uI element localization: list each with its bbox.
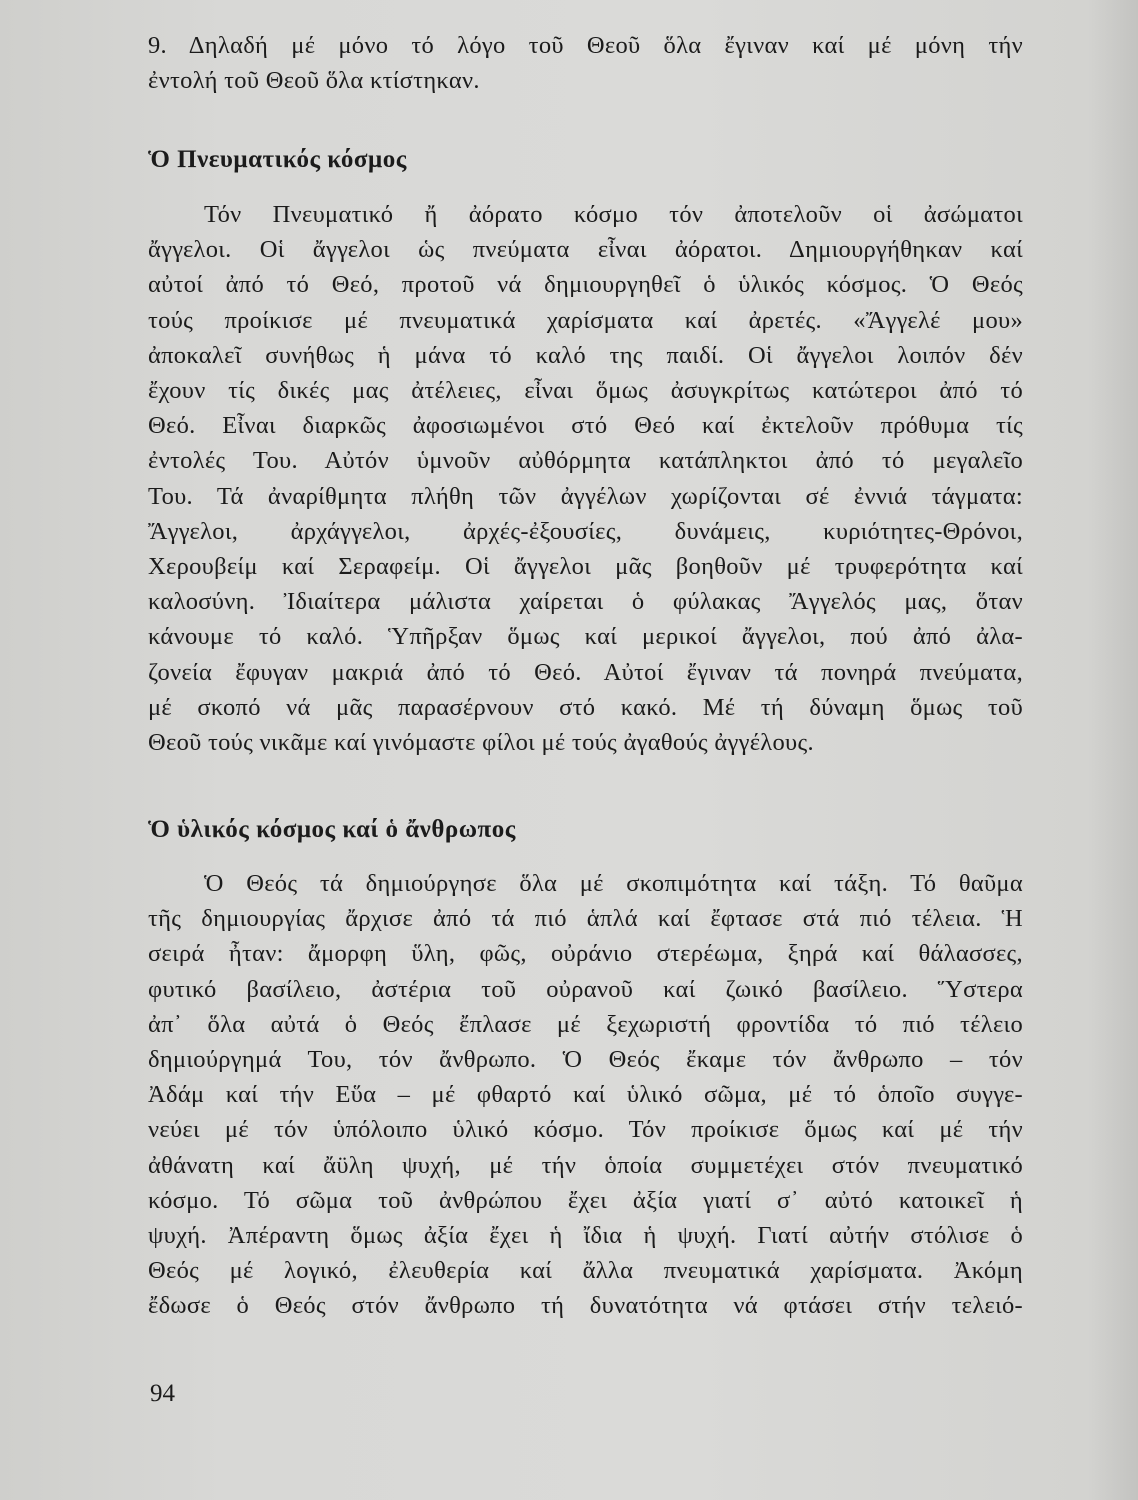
section-heading-material-world: Ὁ ὑλικός κόσμος καί ὁ ἄνθρωπος bbox=[148, 816, 516, 843]
paragraph-line: Τόν Πνευματικό ἤ ἀόρατο κόσμο τόν ἀποτελοῦν οἱ ἀσώματοι bbox=[204, 201, 1023, 228]
paragraph-line: φυτικό βασίλειο, ἀστέρια τοῦ οὐρανοῦ καί ζωικό βασίλειο. Ὕστερα bbox=[148, 975, 1023, 1003]
paragraph-line: σειρά ἦταν: ἄμορφη ὕλη, φῶς, οὐράνιο στερέωμα, ξηρά καί θάλασσες, bbox=[148, 940, 1023, 968]
paragraph-line: Θεό. Εἶναι διαρκῶς ἀφοσιωμένοι στό Θεό καί ἐκτελοῦν πρόθυμα τίς bbox=[148, 412, 1023, 440]
paragraph-line: ἀθάνατη καί ἄϋλη ψυχή, μέ τήν ὁποία συμμετέχει στόν πνευματικό bbox=[148, 1151, 1023, 1179]
paragraph-line: Ἄγγελοι, ἀρχάγγελοι, ἀρχές-ἐξουσίες, δυνάμεις, κυριότητες-Θρόνοι, bbox=[148, 517, 1023, 545]
paragraph-line: Του. Τά ἀναρίθμητα πλήθη τῶν ἀγγέλων χωρίζονται σέ ἐννιά τάγματα: bbox=[148, 482, 1023, 510]
paragraph-line: κόσμο. Τό σῶμα τοῦ ἀνθρώπου ἔχει ἀξία γιατί σ᾽ αὐτό κατοικεῖ ἡ bbox=[148, 1186, 1023, 1214]
paragraph-line: ἀπ᾽ ὅλα αὐτά ὁ Θεός ἔπλασε μέ ξεχωριστή φροντίδα τό πιό τέλειο bbox=[148, 1010, 1023, 1038]
paragraph-line: νεύει μέ τόν ὑπόλοιπο ὑλικό κόσμο. Τόν προίκισε ὅμως καί μέ τήν bbox=[148, 1116, 1023, 1144]
paragraph-line: αὐτοί ἀπό τό Θεό, προτοῦ νά δημιουργηθεῖ ὁ ὑλικός κόσμος. Ὁ Θεός bbox=[148, 271, 1023, 299]
paragraph-line: ἀποκαλεῖ συνήθως ἡ μάνα τό καλό της παιδί. Οἱ ἄγγελοι λοιπόν δέν bbox=[148, 341, 1023, 369]
page-edge-shadow bbox=[1088, 0, 1138, 1500]
paragraph-line: Ἀδάμ καί τήν Εὕα – μέ φθαρτό καί ὑλικό σῶμα, μέ τό ὁποῖο συγγε- bbox=[148, 1081, 1023, 1109]
paragraph-line: ἐντολές Του. Αὐτόν ὑμνοῦν αὐθόρμητα κατάπληκτοι ἀπό τό μεγαλεῖο bbox=[148, 447, 1023, 475]
section-paragraph-spiritual-world bbox=[148, 197, 1023, 760]
paragraph-line: Ὁ Θεός τά δημιούργησε ὅλα μέ σκοπιμότητα καί τάξη. Τό θαῦμα bbox=[204, 870, 1023, 897]
paragraph-line: Θεός μέ λογικό, ἐλευθερία καί ἄλλα πνευματικά χαρίσματα. Ἀκόμη bbox=[148, 1257, 1023, 1285]
paragraph-line: Θεοῦ τούς νικᾶμε καί γινόμαστε φίλοι μέ τούς ἀγαθούς ἀγγέλους. bbox=[148, 729, 814, 757]
paragraph-line: μέ σκοπό νά μᾶς παρασέρνουν στό κακό. Μέ τή δύναμη ὅμως τοῦ bbox=[148, 693, 1023, 721]
paragraph-line: Χερουβείμ καί Σεραφείμ. Οἱ ἄγγελοι μᾶς βοηθοῦν μέ τρυφερότητα καί bbox=[148, 553, 1023, 581]
paragraph-line: δημιούργημά Του, τόν ἄνθρωπο. Ὁ Θεός ἔκαμε τόν ἄνθρωπο – τόν bbox=[148, 1046, 1023, 1074]
paragraph-line: ζονεία ἔφυγαν μακριά ἀπό τό Θεό. Αὐτοί ἔγιναν τά πονηρά πνεύματα, bbox=[148, 658, 1023, 686]
paragraph-line: κάνουμε τό καλό. Ὑπῆρξαν ὅμως καί μερικοί ἄγγελοι, πού ἀπό ἀλα- bbox=[148, 623, 1023, 651]
footnote-line: 9. Δηλαδή μέ μόνο τό λόγο τοῦ Θεοῦ ὅλα ἔγιναν καί μέ μόνη τήν bbox=[148, 32, 1023, 59]
footnote-line: ἐντολή τοῦ Θεοῦ ὅλα κτίστηκαν. bbox=[148, 67, 480, 95]
section-heading-spiritual-world: Ὁ Πνευματικός κόσμος bbox=[148, 146, 407, 173]
paragraph-line: ἄγγελοι. Οἱ ἄγγελοι ὡς πνεύματα εἶναι ἀόρατοι. Δημιουργήθηκαν καί bbox=[148, 236, 1023, 264]
footnote bbox=[148, 28, 1023, 98]
paragraph-line: τούς προίκισε μέ πνευματικά χαρίσματα καί ἀρετές. «Ἄγγελέ μου» bbox=[148, 306, 1023, 334]
paragraph-line: ἔχουν τίς δικές μας ἀτέλειες, εἶναι ὅμως ἀσυγκρίτως κατώτεροι ἀπό τό bbox=[148, 377, 1023, 405]
paragraph-line: ἔδωσε ὁ Θεός στόν ἄνθρωπο τή δυνατότητα νά φτάσει στήν τελειό- bbox=[148, 1292, 1023, 1320]
paragraph-line: ψυχή. Ἀπέραντη ὅμως ἀξία ἔχει ἡ ἴδια ἡ ψυχή. Γιατί αὐτήν στόλισε ὁ bbox=[148, 1222, 1023, 1250]
paragraph-line: καλοσύνη. Ἰδιαίτερα μάλιστα χαίρεται ὁ φύλακας Ἄγγελός μας, ὅταν bbox=[148, 588, 1023, 616]
paragraph-line: τῆς δημιουργίας ἄρχισε ἀπό τά πιό ἁπλά καί ἔφτασε στά πιό τέλεια. Ἡ bbox=[148, 905, 1023, 933]
page-number: 94 bbox=[150, 1380, 175, 1407]
section-paragraph-material-world bbox=[148, 866, 1023, 1324]
